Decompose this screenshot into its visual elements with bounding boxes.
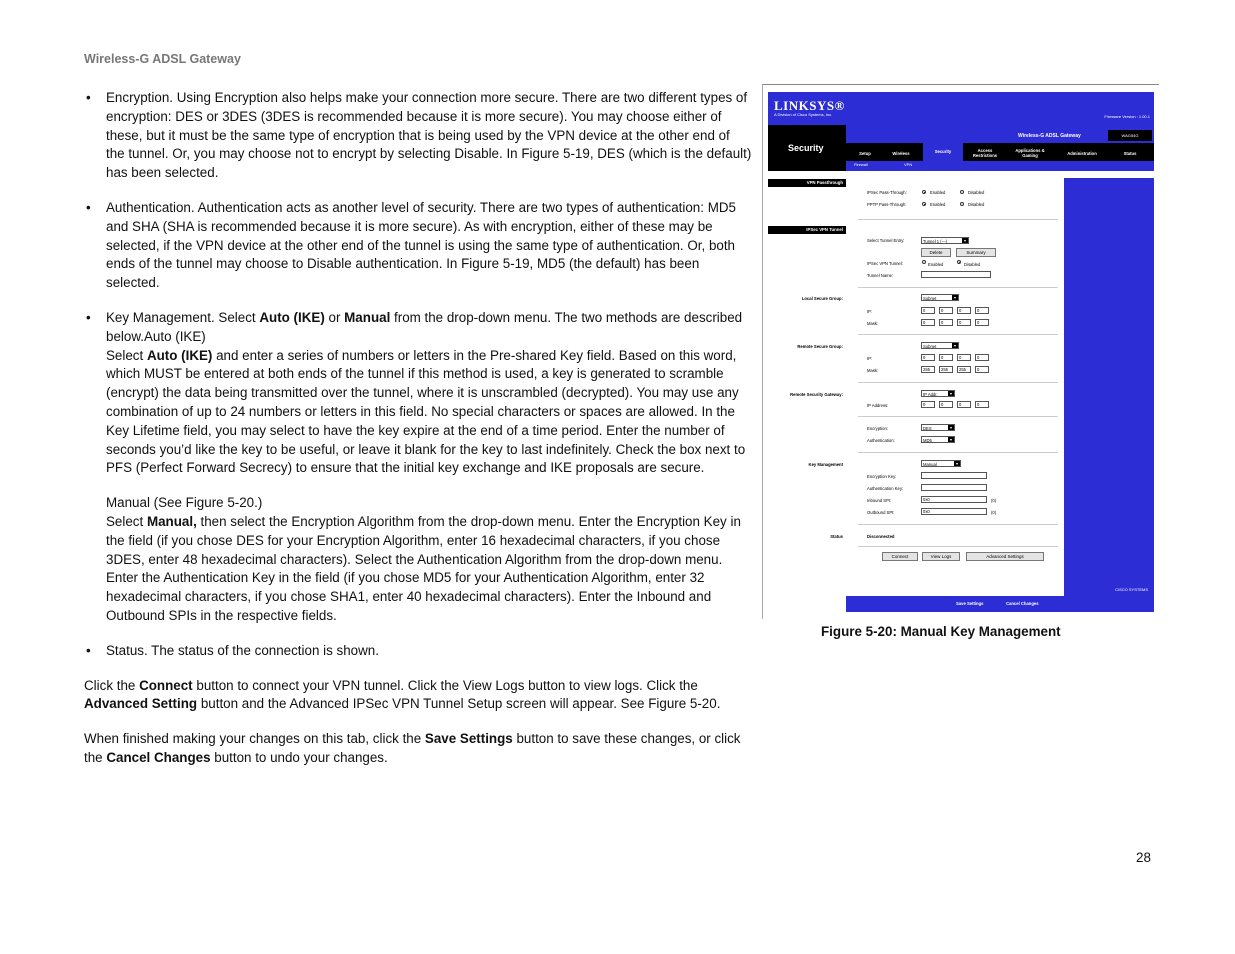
ipsec-enabled-radio[interactable] bbox=[922, 190, 926, 194]
mask-label: Mask: bbox=[867, 321, 879, 326]
figure-caption: Figure 5-20: Manual Key Management bbox=[821, 624, 1061, 639]
advanced-settings-button[interactable]: Advanced Settings bbox=[966, 552, 1044, 561]
tab-applications-gaming[interactable]: Applications & Gaming bbox=[1015, 148, 1045, 158]
save-settings-button[interactable]: Save Settings bbox=[956, 601, 984, 606]
bullet-dot: • bbox=[86, 642, 91, 658]
tunnel-name-input[interactable] bbox=[921, 271, 991, 278]
bold-term: Advanced Setting bbox=[84, 696, 198, 712]
text: Select bbox=[106, 347, 147, 363]
remote-group-type-select[interactable]: Subnet ▾ bbox=[921, 342, 959, 349]
bold-term: Connect bbox=[139, 677, 193, 693]
hex-note: (0) bbox=[991, 510, 997, 515]
local-ip-octet-2[interactable]: 0 bbox=[939, 307, 953, 314]
remote-ip-octet-4[interactable]: 0 bbox=[975, 354, 989, 361]
page-number: 28 bbox=[1136, 850, 1151, 865]
keymgmt-p2 bbox=[106, 347, 752, 479]
firmware-version: Firmware Version : 1.00.1 bbox=[1104, 114, 1150, 119]
remote-mask-octet-2[interactable]: 255 bbox=[939, 366, 953, 373]
text: then select the Encryption Algorithm from the drop-down menu. Enter the Encryption Key in the field (if you chose DES for your Encryption Algorithm, enter 16 hexadecimal characters, if you chose 3DES, enter 48 hexadecimal characters). Select the Authentication Algorithm from the drop-down menu. Enter the Authentication Key in the field (if you chose MD5 for your Authentication Algorithm, enter 32 hexadecimal characters, if you chose SHA1, enter 40 hexadecimal characters). Enter the Inbound and Outbound SPIs in the respective fields. bbox=[106, 513, 741, 623]
encryption-key-input[interactable] bbox=[921, 472, 987, 479]
bold-term: Manual, bbox=[146, 513, 197, 529]
subtab-vpn[interactable]: VPN bbox=[904, 162, 913, 167]
text: button to connect your VPN tunnel. Click the View Logs button to view logs. Click the bbox=[192, 677, 698, 693]
encryption-key-label: Encryption Key: bbox=[867, 474, 897, 479]
ip-label: IP: bbox=[867, 309, 873, 314]
encryption-text: Encryption. Using Encryption also helps make your connection more secure. There are two different types of encryption: DES or 3DES (3DES is recommended because it is more secure). You may choose either of these, but it must be the same type of encryption that is being used by the VPN device at the other end of the tunnel. Or, you may choose not to encrypt by selecting Disable. In Figure 5-19, DES (which is the default) has been selected. bbox=[106, 90, 752, 181]
status-text: Status. The status of the connection is shown. bbox=[106, 642, 379, 658]
authentication-key-input[interactable] bbox=[921, 484, 987, 491]
authentication-select[interactable]: MD5 ▾ bbox=[921, 436, 955, 443]
bullet-dot: • bbox=[86, 199, 91, 215]
subtab-bar bbox=[846, 161, 1154, 171]
ipsec-passthrough-label: IPSec Pass-Through: bbox=[867, 190, 907, 195]
keymgmt-p4 bbox=[106, 513, 752, 626]
bold-term: Auto (IKE) bbox=[259, 309, 325, 325]
local-mask-octet-4[interactable]: 0 bbox=[975, 319, 989, 326]
gateway-type-select[interactable]: IP Addr. ▾ bbox=[921, 390, 955, 397]
encryption-select[interactable]: DES ▾ bbox=[921, 424, 955, 431]
status-label: Status bbox=[830, 534, 843, 539]
running-header: Wireless-G ADSL Gateway bbox=[84, 52, 241, 66]
bold-term: Cancel Changes bbox=[106, 749, 211, 765]
bold-term: Auto (IKE) bbox=[146, 347, 213, 363]
product-name: Wireless-G ADSL Gateway bbox=[1018, 133, 1081, 139]
section-vpn-passthrough: VPN Passthrough bbox=[768, 179, 846, 187]
gateway-ip-octet-3[interactable]: 0 bbox=[957, 401, 971, 408]
remote-mask-octet-1[interactable]: 255 bbox=[921, 366, 935, 373]
local-ip-octet-4[interactable]: 0 bbox=[975, 307, 989, 314]
linksys-logo: LINKSYS® bbox=[774, 98, 845, 113]
tab-status[interactable]: Status bbox=[1123, 151, 1137, 156]
pptp-enabled-radio[interactable] bbox=[922, 202, 926, 206]
inbound-spi-label: Inbound SPI: bbox=[867, 498, 892, 503]
summary-button[interactable]: Summary bbox=[956, 248, 996, 257]
select-tunnel-label: Select Tunnel Entry: bbox=[867, 238, 905, 243]
connect-button[interactable]: Connect bbox=[882, 552, 918, 561]
ipsec-disabled-radio[interactable] bbox=[960, 190, 964, 194]
enabled-label: Enabled bbox=[928, 262, 944, 267]
remote-ip-octet-2[interactable]: 0 bbox=[939, 354, 953, 361]
local-mask-octet-2[interactable]: 0 bbox=[939, 319, 953, 326]
text: and enter a series of numbers or letters in the Pre-shared Key field. Based on this word, which MUST be entered at both ends of the tunnel if this method is used, a key is generated to scramble (encrypt) the data being transmitted over the tunnel, where it is unscrambled (decrypted). You may use any combination of up to 24 numbers or letters in this field. No special characters or spaces are allowed. In the Key Lifetime field, you may select to have the key expire at the end of a time period. Enter the number of seconds you’d like the key to be useful, or leave it blank for the key to last indefinitely. Check the box next to PFS (Perfect Forward Secrecy) to ensure that the initial key exchange and IKE proposals are secure. bbox=[106, 347, 746, 476]
divider bbox=[858, 287, 1058, 288]
logo-subtitle: A Division of Cisco Systems, Inc. bbox=[774, 112, 833, 117]
pptp-disabled-radio[interactable] bbox=[960, 202, 964, 206]
local-mask-octet-1[interactable]: 0 bbox=[921, 319, 935, 326]
authentication-label: Authentication: bbox=[867, 438, 895, 443]
text: Key Management. Select bbox=[106, 309, 260, 325]
bullet-encryption bbox=[84, 89, 752, 183]
remote-secure-group-label: Remote Secure Group: bbox=[797, 344, 843, 349]
router-ui-screenshot bbox=[768, 92, 1154, 612]
delete-button[interactable]: Delete bbox=[921, 248, 951, 257]
page-title: Security bbox=[788, 143, 824, 153]
remote-mask-octet-4[interactable]: 0 bbox=[975, 366, 989, 373]
ip-label: IP: bbox=[867, 356, 873, 361]
text: When finished making your changes on this tab, click the bbox=[84, 731, 425, 747]
divider bbox=[858, 416, 1058, 417]
key-management-select[interactable]: Manual ▾ bbox=[921, 460, 961, 467]
mask-label: Mask: bbox=[867, 368, 879, 373]
para-save bbox=[84, 730, 752, 768]
bullet-authentication bbox=[84, 199, 752, 293]
bullet-dot: • bbox=[86, 309, 91, 325]
local-mask-octet-3[interactable]: 0 bbox=[957, 319, 971, 326]
disabled-label: Disabled bbox=[968, 190, 985, 195]
bullet-key-management bbox=[84, 309, 752, 626]
cisco-logo: CISCO SYSTEMS bbox=[1115, 587, 1148, 592]
authentication-text: Authentication. Authentication acts as another level of security. There are two types of authentication: MD5 and SHA (SHA is recommended because it is more secure). As with encryption, either of these may be selected, if the VPN device at the other end of the tunnel is using the same type of authentication. Or, both ends of the tunnel may choose to Disable authentication. In Figure 5-19, MD5 (the default) has been selected. bbox=[106, 199, 736, 291]
key-management-label: Key Management bbox=[808, 462, 843, 467]
bullet-dot: • bbox=[86, 90, 91, 105]
remote-ip-octet-1[interactable]: 0 bbox=[921, 354, 935, 361]
remote-security-gateway-label: Remote Security Gateway: bbox=[790, 392, 843, 397]
divider bbox=[858, 546, 1058, 547]
tunnel-name-label: Tunnel Name: bbox=[867, 273, 894, 278]
tunnel-enabled-radio[interactable] bbox=[922, 260, 926, 264]
divider bbox=[858, 524, 1058, 525]
subtab-firewall[interactable]: Firewall bbox=[854, 162, 868, 167]
bullet-status bbox=[84, 642, 752, 661]
local-secure-group-label: Local Secure Group: bbox=[801, 296, 843, 301]
tab-administration[interactable]: Administration bbox=[1067, 151, 1097, 156]
text: Click the bbox=[84, 677, 140, 693]
local-ip-octet-3[interactable]: 0 bbox=[957, 307, 971, 314]
divider bbox=[858, 334, 1058, 335]
text: button and the Advanced IPSec VPN Tunnel Setup screen will appear. See Figure 5-20. bbox=[197, 696, 721, 712]
remote-ip-octet-3[interactable]: 0 bbox=[957, 354, 971, 361]
tunnel-entry-select[interactable]: Tunnel 1 (---) ▾ bbox=[921, 237, 969, 244]
divider bbox=[858, 382, 1058, 383]
tab-security[interactable]: Security bbox=[923, 143, 963, 161]
tab-access-restrictions[interactable]: Access Restrictions bbox=[972, 148, 998, 158]
gateway-ip-octet-2[interactable]: 0 bbox=[939, 401, 953, 408]
disabled-label: Disabled bbox=[964, 262, 981, 267]
gateway-ip-octet-1[interactable]: 0 bbox=[921, 401, 935, 408]
tab-setup[interactable]: Setup bbox=[859, 151, 871, 156]
divider bbox=[858, 452, 1058, 453]
keymgmt-p1 bbox=[106, 309, 752, 347]
text: button to undo your changes. bbox=[210, 749, 388, 765]
para-connect bbox=[84, 677, 752, 715]
ipsec-vpn-tunnel-label: IPSec VPN Tunnel: bbox=[867, 261, 903, 266]
outbound-spi-input[interactable]: 0x0 bbox=[921, 508, 987, 515]
section-ipsec-tunnel: IPSec VPN Tunnel bbox=[768, 226, 846, 234]
enabled-label: Enabled bbox=[930, 190, 946, 195]
tab-wireless[interactable]: Wireless bbox=[892, 151, 910, 156]
inbound-spi-input[interactable]: 0x0 bbox=[921, 496, 987, 503]
body-text bbox=[84, 89, 752, 784]
bold-term: Manual bbox=[344, 309, 391, 325]
local-group-type-select[interactable]: Subnet ▾ bbox=[921, 294, 959, 301]
local-ip-octet-1[interactable]: 0 bbox=[921, 307, 935, 314]
ip-address-label: IP Address: bbox=[867, 403, 889, 408]
status-value: Disconnected bbox=[867, 534, 895, 539]
tunnel-disabled-radio[interactable] bbox=[957, 260, 961, 264]
enabled-label: Enabled bbox=[930, 202, 946, 207]
view-logs-button[interactable]: View Logs bbox=[922, 552, 960, 561]
figure-screenshot bbox=[762, 84, 1159, 619]
model-badge: WAG54G bbox=[1108, 130, 1152, 141]
divider bbox=[858, 219, 1058, 220]
text: Select bbox=[106, 513, 147, 529]
keymgmt-p3: Manual (See Figure 5-20.) bbox=[106, 495, 263, 511]
right-panel bbox=[1064, 178, 1154, 612]
disabled-label: Disabled bbox=[968, 202, 985, 207]
text: from the drop-down menu. The two methods are described below.Auto (IKE) bbox=[106, 309, 743, 344]
text: or bbox=[324, 309, 345, 325]
encryption-label: Encryption: bbox=[867, 426, 888, 431]
authentication-key-label: Authentication Key: bbox=[867, 486, 904, 491]
bold-term: Save Settings bbox=[424, 731, 513, 747]
remote-mask-octet-3[interactable]: 255 bbox=[957, 366, 971, 373]
cancel-changes-button[interactable]: Cancel Changes bbox=[1006, 601, 1039, 606]
outbound-spi-label: Outbound SPI: bbox=[867, 510, 895, 515]
hex-note: (0) bbox=[991, 498, 997, 503]
pptp-passthrough-label: PPTP Pass-Through: bbox=[867, 202, 907, 207]
text: button to save these changes, or click the bbox=[84, 731, 741, 765]
gateway-ip-octet-4[interactable]: 0 bbox=[975, 401, 989, 408]
